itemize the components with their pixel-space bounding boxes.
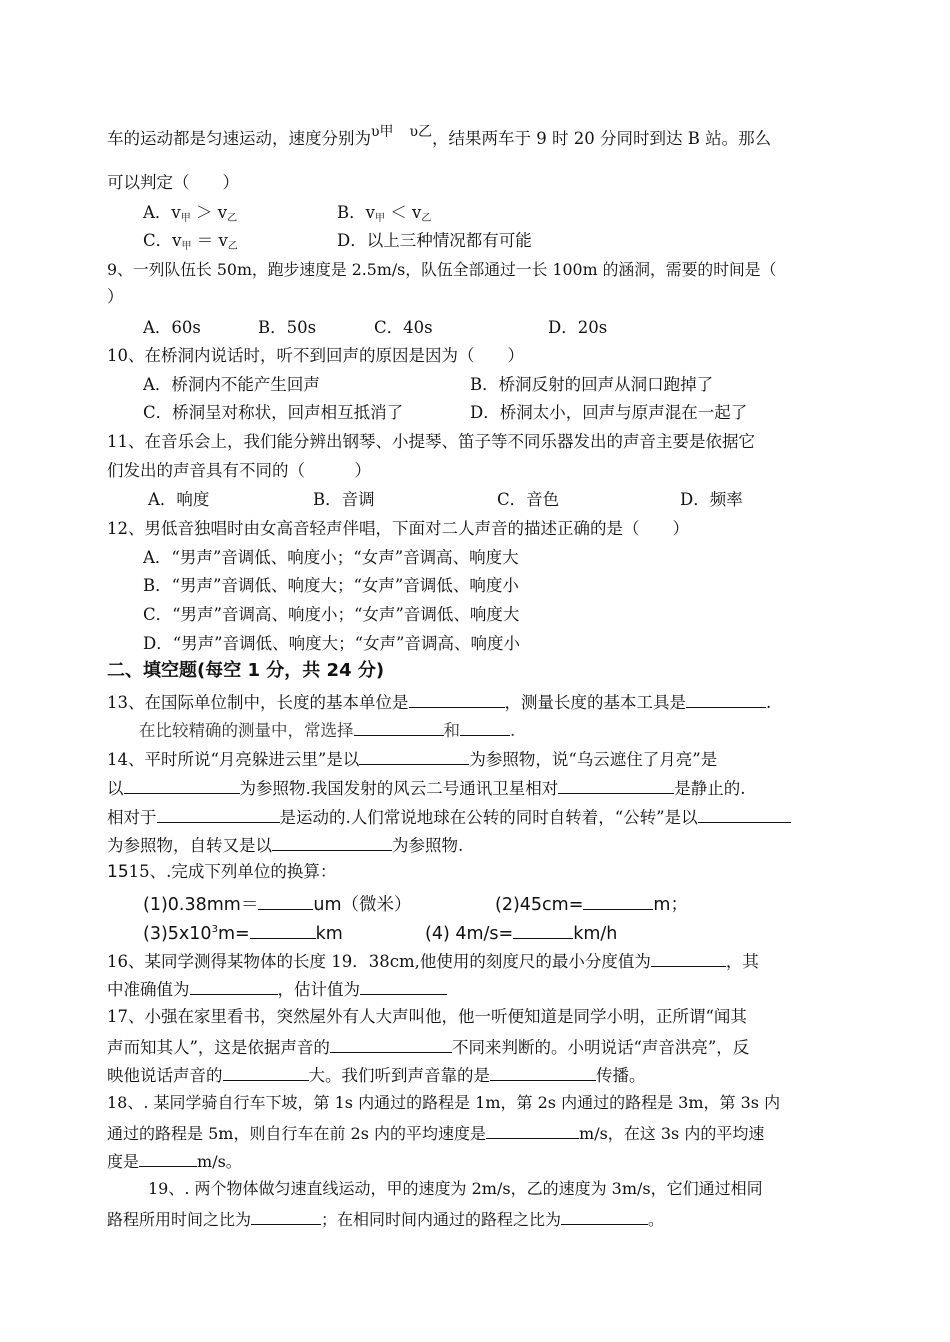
q17-line3: 映他说话声音的 大。我们听到声音靠的是 传播。 bbox=[107, 1063, 646, 1087]
q14-line1: 14、平时所说“月亮躲进云里”是以 为参照物，说“乌云遮住了月亮”是 bbox=[107, 747, 717, 771]
q9-stem-end: ） bbox=[107, 287, 124, 306]
q15-part4: (4) 4m/s= km/h bbox=[425, 921, 617, 945]
q12-option-c: C．“男声”音调高、响度小；“女声”音调低、响度大 bbox=[143, 605, 520, 624]
q12-option-b: B．“男声”音调低、响度大；“女声”音调低、响度小 bbox=[143, 576, 519, 595]
blank[interactable] bbox=[651, 949, 726, 967]
v-yi-symbol: υ乙 bbox=[409, 124, 433, 140]
q12-option-a: A．“男声”音调低、响度小；“女声”音调高、响度大 bbox=[143, 548, 519, 567]
q17-line2: 声而知其人”，这是依据声音的 不同来判断的。小明说话“声音洪亮”，反 bbox=[107, 1035, 749, 1059]
q10-option-d: D．桥洞太小，回声与原声混在一起了 bbox=[470, 403, 748, 422]
q8-option-d: D．以上三种情况都有可能 bbox=[337, 231, 532, 250]
q15-part1: (1)0.38mm＝ um（微米） bbox=[143, 892, 412, 916]
q8-option-a: A．v甲 ＞ v乙 bbox=[143, 203, 238, 224]
q12-option-d: D．“男声”音调低、响度大；“女声”音调高、响度小 bbox=[143, 634, 520, 653]
blank[interactable] bbox=[124, 776, 240, 794]
q8-option-b: B．v甲 ＜ v乙 bbox=[337, 203, 432, 224]
q8-line2: 可以判定（ ） bbox=[107, 173, 239, 192]
q9-option-a: A．60s bbox=[143, 318, 201, 337]
q9-option-b: B．50s bbox=[258, 318, 317, 337]
q11-option-d: D．频率 bbox=[680, 490, 743, 509]
q11-option-c: C．音色 bbox=[497, 490, 560, 509]
q15-part3: $(3)5x10^3m=$ km bbox=[143, 921, 343, 948]
q16-line2: 中准确值为 ，估计值为 bbox=[107, 977, 447, 1001]
q18-line2: 通过的路程是 5m，则自行车在前 2s 内的平均速度是 m/s，在这 3s 内的平均速 bbox=[107, 1121, 764, 1145]
blank[interactable] bbox=[139, 1149, 197, 1167]
q9-option-c: C．40s bbox=[374, 318, 433, 337]
blank[interactable] bbox=[251, 1207, 321, 1225]
q11-option-b: B．音调 bbox=[313, 490, 375, 509]
q10-stem: 10、在桥洞内说话时，听不到回声的原因是因为（ ） bbox=[107, 346, 524, 365]
q15-part2: (2)45cm= m； bbox=[495, 892, 688, 916]
q17-line1: 17、小强在家里看书，突然屋外有人大声叫他，他一听便知道是同学小明，正所谓“闻其 bbox=[107, 1007, 747, 1026]
q9-stem: 9、一列队伍长 50m，跑步速度是 2.5m/s，队伍全部通过一长 100m 的涵洞，需要的时间是（ bbox=[107, 260, 777, 279]
blank[interactable] bbox=[190, 977, 278, 995]
blank[interactable] bbox=[698, 805, 791, 823]
q11-stem-line1: 11、在音乐会上，我们能分辨出钢琴、小提琴、笛子等不同乐器发出的声音主要是依据它 bbox=[107, 432, 755, 451]
q14-line3: 相对于 是运动的.人们常说地球在公转的同时自转着，“公转”是以 bbox=[107, 805, 791, 829]
blank[interactable] bbox=[409, 690, 505, 708]
blank[interactable] bbox=[157, 805, 280, 823]
q8-line1: 车的运动都是匀速运动，速度分别为$^{\upsilon 甲}$ $^{\upsilon 乙}$，结果两车于 9 时 20 分同时到达 B 站。那么 bbox=[107, 124, 772, 148]
q15-stem: 1515、.完成下列单位的换算： bbox=[107, 862, 337, 882]
q18-line3: 度是 m/s。 bbox=[107, 1149, 242, 1173]
q16-line1: 16、某同学测得某物体的长度 19．38cm,他使用的刻度尺的最小分度值为 ，其 bbox=[107, 949, 759, 973]
q11-option-a: A．响度 bbox=[148, 490, 210, 509]
q19-line1: 19、. 两个物体做匀速直线运动，甲的速度为 2m/s，乙的速度为 3m/s，它们通过相同 bbox=[148, 1179, 763, 1198]
q19-line2: 路程所用时间之比为 ；在相同时间内通过的路程之比为 。 bbox=[107, 1207, 664, 1231]
blank[interactable] bbox=[250, 921, 316, 939]
q13-line1: 13、在国际单位制中，长度的基本单位是 ，测量长度的基本工具是 . bbox=[107, 690, 771, 714]
blank[interactable] bbox=[354, 718, 444, 736]
blank[interactable] bbox=[583, 892, 653, 910]
q14-line2: 以 为参照物.我国发射的风云二号通讯卫星相对 是静止的. bbox=[107, 776, 746, 800]
q10-option-a: A．桥洞内不能产生回声 bbox=[143, 375, 320, 394]
blank[interactable] bbox=[360, 977, 447, 995]
blank[interactable] bbox=[460, 718, 510, 736]
blank[interactable] bbox=[330, 1035, 452, 1053]
q8-option-c: C．v甲 ＝ v乙 bbox=[143, 231, 238, 252]
blank[interactable] bbox=[486, 1121, 579, 1139]
section-title: 二、填空题(每空 1 分，共 24 分) bbox=[107, 660, 385, 681]
q18-line1: 18、. 某同学骑自行车下坡，第 1s 内通过的路程是 1m，第 2s 内通过的路程是 3m，第 3s 内 bbox=[107, 1093, 781, 1112]
q14-line4: 为参照物，自转又是以 为参照物. bbox=[107, 833, 463, 857]
q13-line2: 在比较精确的测量中，常选择 和 . bbox=[139, 718, 515, 742]
blank[interactable] bbox=[359, 747, 469, 765]
blank[interactable] bbox=[686, 690, 766, 708]
blank[interactable] bbox=[490, 1063, 596, 1081]
q9-option-d: D．20s bbox=[548, 318, 608, 337]
q10-option-b: B．桥洞反射的回声从洞口跑掉了 bbox=[470, 375, 714, 394]
blank[interactable] bbox=[513, 921, 573, 939]
q10-option-c: C．桥洞呈对称状，回声相互抵消了 bbox=[143, 403, 404, 422]
blank[interactable] bbox=[272, 833, 392, 851]
v-jia-symbol: υ甲 bbox=[371, 124, 394, 140]
blank[interactable] bbox=[223, 1063, 309, 1081]
q11-stem-line2: 们发出的声音具有不同的（ ） bbox=[107, 461, 371, 480]
blank[interactable] bbox=[558, 776, 674, 794]
blank[interactable] bbox=[561, 1207, 648, 1225]
blank[interactable] bbox=[258, 892, 313, 910]
q12-stem: 12、男低音独唱时由女高音轻声伴唱，下面对二人声音的描述正确的是（ ） bbox=[107, 519, 689, 538]
